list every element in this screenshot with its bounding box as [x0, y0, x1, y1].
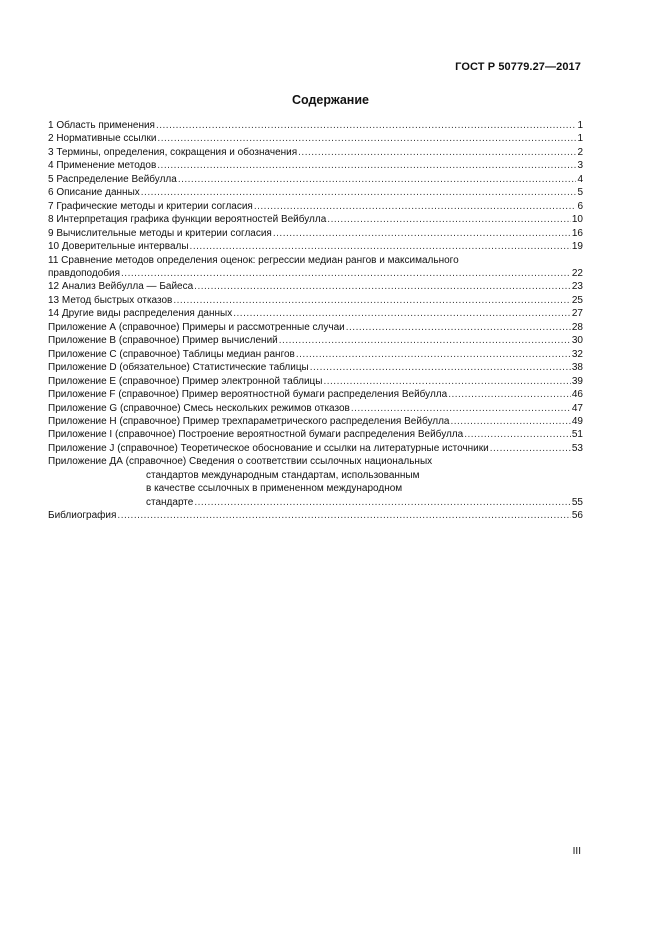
dot-leader: [178, 173, 577, 186]
toc-entry-text: 14 Другие виды распределения данных: [48, 308, 233, 320]
dot-leader: [448, 388, 571, 401]
dot-leader: [141, 186, 577, 199]
toc-entry-page: 46: [571, 389, 583, 401]
toc-entry-text: 5 Распределение Вейбулла: [48, 173, 177, 185]
toc-entry-page: 32: [571, 348, 583, 360]
dot-leader: [298, 146, 576, 159]
toc-bibliography[interactable]: [48, 509, 583, 522]
toc-entry-page: 49: [571, 415, 583, 427]
toc-entry-text: 4 Применение методов: [48, 160, 157, 172]
toc-entry-page: 28: [571, 321, 583, 333]
toc-entry-page: 6: [577, 200, 583, 212]
toc-entry-page: 39: [571, 375, 583, 387]
dot-leader: [346, 321, 571, 334]
toc-entry-page: 47: [571, 402, 583, 414]
toc-annex-a[interactable]: [48, 321, 583, 334]
toc-entry-page: 55: [571, 496, 583, 508]
toc-entry-text: Приложение Е (справочное) Пример электронной таблицы: [48, 375, 323, 387]
toc-annex-d[interactable]: [48, 361, 583, 374]
toc-entry-text-line: Приложение ДА (справочное) Сведения о соответствии ссылочных национальных: [48, 456, 433, 468]
toc-entry-text: 13 Метод быстрых отказов: [48, 294, 173, 306]
dot-leader: [296, 348, 571, 361]
toc-entry-text-line: стандартов международным стандартам, использованным: [146, 469, 420, 481]
toc-entry-6[interactable]: [48, 186, 583, 199]
toc-entry-2[interactable]: [48, 132, 583, 145]
toc-entry-text: 10 Доверительные интервалы: [48, 241, 189, 253]
toc-entry-10[interactable]: [48, 240, 583, 253]
toc-entry-page: 27: [571, 308, 583, 320]
toc-entry-5[interactable]: [48, 173, 583, 186]
toc-entry-text: Приложение J (справочное) Теоретическое обоснование и ссылки на литературные источники: [48, 442, 489, 454]
toc-annex-da[interactable]: [48, 455, 583, 509]
toc-entry-page: 2: [577, 146, 583, 158]
toc-entry-continuation: [48, 496, 583, 509]
toc-entry-page: 25: [571, 294, 583, 306]
dot-leader: [490, 442, 571, 455]
toc-annex-c[interactable]: [48, 348, 583, 361]
toc-entry-4[interactable]: [48, 159, 583, 172]
toc-entry-text: Приложение G (справочное) Смесь нескольких режимов отказов: [48, 402, 350, 414]
toc-entry-page: 1: [577, 133, 583, 145]
dot-leader: [327, 213, 571, 226]
toc-title: Содержание: [291, 93, 369, 107]
dot-leader: [157, 159, 576, 172]
toc-entry-11[interactable]: [48, 254, 583, 281]
dot-leader: [156, 119, 576, 132]
toc-entry-text: Приложение F (справочное) Пример вероятностной бумаги распределения Вейбулла: [48, 389, 448, 401]
toc-entry-text: 2 Нормативные ссылки: [48, 133, 157, 145]
dot-leader: [464, 428, 571, 441]
dot-leader: [450, 415, 570, 428]
toc-entry-page: 5: [577, 187, 583, 199]
toc-entry-12[interactable]: [48, 280, 583, 293]
toc-entry-text-line: в качестве ссылочных в примененном международном: [146, 483, 403, 495]
dot-leader: [194, 280, 571, 293]
dot-leader: [173, 294, 571, 307]
toc-annex-g[interactable]: [48, 402, 583, 415]
toc-entry-page: 30: [571, 335, 583, 347]
toc-entry-1[interactable]: [48, 119, 583, 132]
toc-annex-f[interactable]: [48, 388, 583, 401]
dot-leader: [190, 240, 571, 253]
standard-identifier: ГОСТ Р 50779.27—2017: [455, 61, 581, 73]
toc-entry-page: 16: [571, 227, 583, 239]
toc-entry-text: Приложение В (справочное) Пример вычислений: [48, 335, 278, 347]
toc-entry-14[interactable]: [48, 307, 583, 320]
toc-entry-text: Приложение D (обязательное) Статистические таблицы: [48, 362, 309, 374]
toc-entry-text-line: правдоподобия: [48, 267, 121, 279]
dot-leader: [157, 132, 576, 145]
toc-entry-continuation: [48, 267, 583, 280]
dot-leader: [323, 375, 570, 388]
toc-entry-page: 1: [577, 120, 583, 131]
toc-annex-h[interactable]: [48, 415, 583, 428]
dot-leader: [194, 496, 571, 509]
toc-entry-text: 6 Описание данных: [48, 187, 140, 199]
toc-entry-page: 4: [577, 173, 583, 185]
toc-entry-text-line: 11 Сравнение методов определения оценок: регрессии медиан рангов и максимального: [48, 254, 459, 266]
toc-entry-text: Приложение I (справочное) Построение вероятностной бумаги распределения Вейбулла: [48, 429, 464, 441]
toc-entry-text: Приложение А (справочное) Примеры и рассмотренные случаи: [48, 321, 345, 333]
dot-leader: [121, 267, 571, 280]
dot-leader: [233, 307, 571, 320]
toc-entry-page: 19: [571, 241, 583, 253]
toc-entry-page: 51: [571, 429, 583, 441]
toc-annex-i[interactable]: [48, 428, 583, 441]
dot-leader: [310, 361, 571, 374]
toc-entry-7[interactable]: [48, 200, 583, 213]
toc-annex-j[interactable]: [48, 442, 583, 455]
dot-leader: [117, 509, 570, 522]
toc-entry-page: 23: [571, 281, 583, 293]
toc-entry-text: 7 Графические методы и критерии согласия: [48, 200, 253, 212]
toc-entry-text: Приложение С (справочное) Таблицы медиан рангов: [48, 348, 295, 360]
dot-leader: [279, 334, 571, 347]
toc-entry-page: 10: [571, 214, 583, 226]
toc-entry-8[interactable]: [48, 213, 583, 226]
toc-entry-text: Приложение Н (справочное) Пример трехпараметрического распределения Вейбулла: [48, 415, 450, 427]
page-number: III: [572, 846, 581, 857]
toc-entry-text: Библиография: [48, 510, 117, 522]
toc-entry-page: 53: [571, 442, 583, 454]
toc-entry-page: 3: [577, 160, 583, 172]
dot-leader: [254, 200, 577, 213]
toc-entry-page: 56: [571, 510, 583, 522]
toc-entry-text-line: стандарте: [146, 496, 194, 508]
table-of-contents: [48, 119, 583, 523]
toc-annex-e[interactable]: [48, 375, 583, 388]
toc-entry-page: 22: [571, 267, 583, 279]
toc-entry-text: 12 Анализ Вейбулла — Байеса: [48, 281, 194, 293]
toc-entry-3[interactable]: [48, 146, 583, 159]
toc-entry-text: 9 Вычислительные методы и критерии согласия: [48, 227, 272, 239]
toc-entry-text: 8 Интерпретация графика функции вероятностей Вейбулла: [48, 214, 327, 226]
toc-entry-page: 38: [571, 362, 583, 374]
toc-annex-b[interactable]: [48, 334, 583, 347]
dot-leader: [273, 227, 571, 240]
toc-entry-text: 3 Термины, определения, сокращения и обозначения: [48, 146, 298, 158]
toc-entry-13[interactable]: [48, 294, 583, 307]
dot-leader: [351, 402, 571, 415]
toc-entry-9[interactable]: [48, 227, 583, 240]
toc-entry-text: 1 Область применения: [48, 120, 155, 131]
